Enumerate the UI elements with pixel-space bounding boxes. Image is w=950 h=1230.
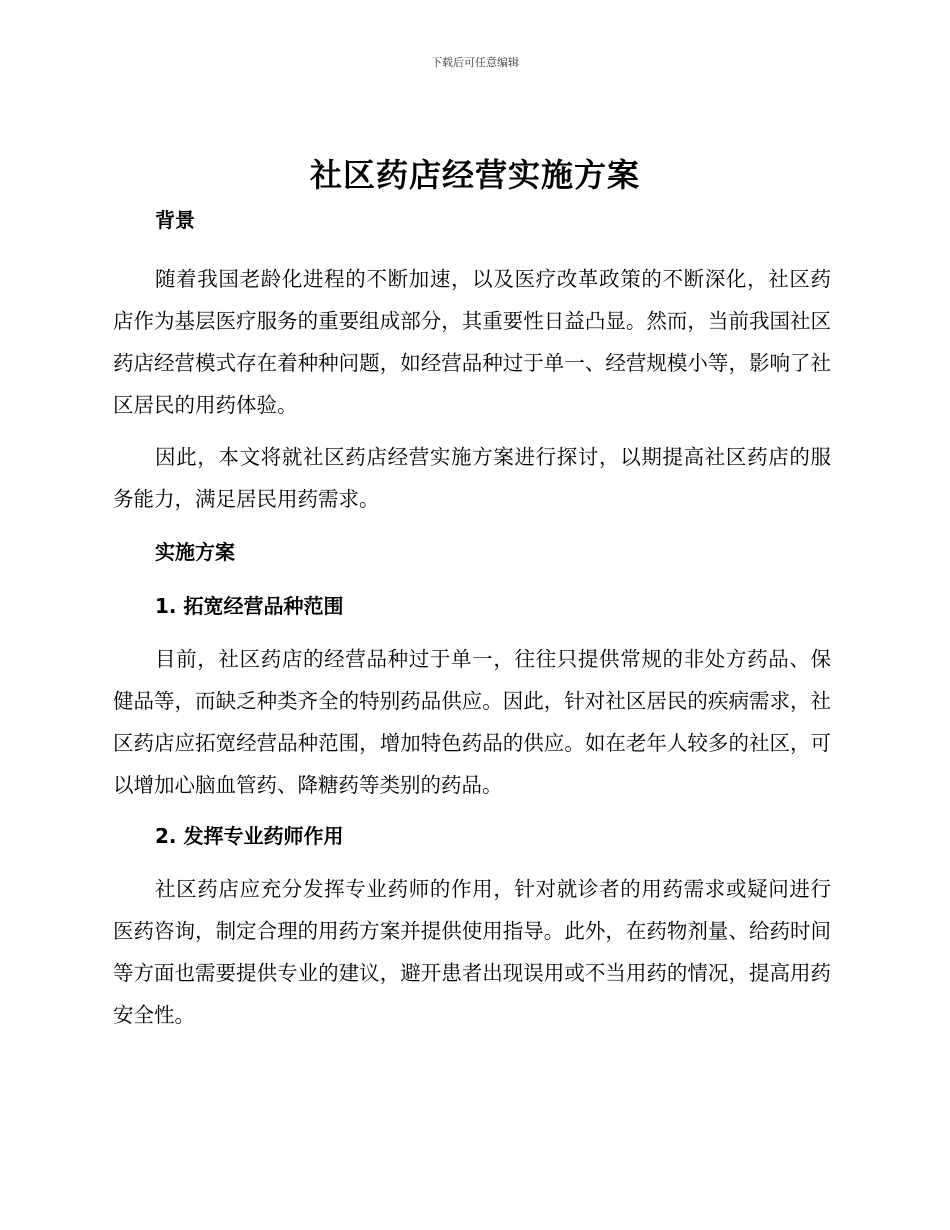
section-heading-background: 背景: [155, 208, 195, 232]
paragraph-background-1: 随着我国老龄化进程的不断加速，以及医疗改革政策的不断深化，社区药店作为基层医疗服务的重要组成部分，其重要性日益凸显。然而，当前我国社区药店经营模式存在着种种问题，如经营品种过于单一、经营规模小等，影响了社区居民的用药体验。: [113, 267, 831, 417]
paragraph-subsection-1: 目前，社区药店的经营品种过于单一，往往只提供常规的非处方药品、保健品等，而缺乏种类齐全的特别药品供应。因此，针对社区居民的疾病需求，社区药店应拓宽经营品种范围，增加特色药品的供应。如在老年人较多的社区，可以增加心脑血管药、降糖药等类别的药品。: [113, 647, 831, 797]
document-title: 社区药店经营实施方案: [309, 156, 640, 194]
paragraph-background-2: 因此，本文将就社区药店经营实施方案进行探讨，以期提高社区药店的服务能力，满足居民用药需求。: [113, 445, 831, 511]
document-body: [113, 200, 831, 1036]
section-heading-plan: 实施方案: [155, 540, 235, 564]
subsection-heading-2: 2. 发挥专业药师作用: [155, 824, 344, 848]
paragraph-subsection-2: 社区药店应充分发挥专业药师的作用，针对就诊者的用药需求或疑问进行医药咨询，制定合理的用药方案并提供使用指导。此外，在药物剂量、给药时间等方面也需要提供专业的建议，避开患者出现误用或不当用药的情况，提高用药安全性。: [113, 877, 831, 1027]
subsection-heading-1: 1. 拓宽经营品种范围: [155, 594, 344, 618]
header-note: 下载后可任意编辑: [431, 56, 519, 69]
